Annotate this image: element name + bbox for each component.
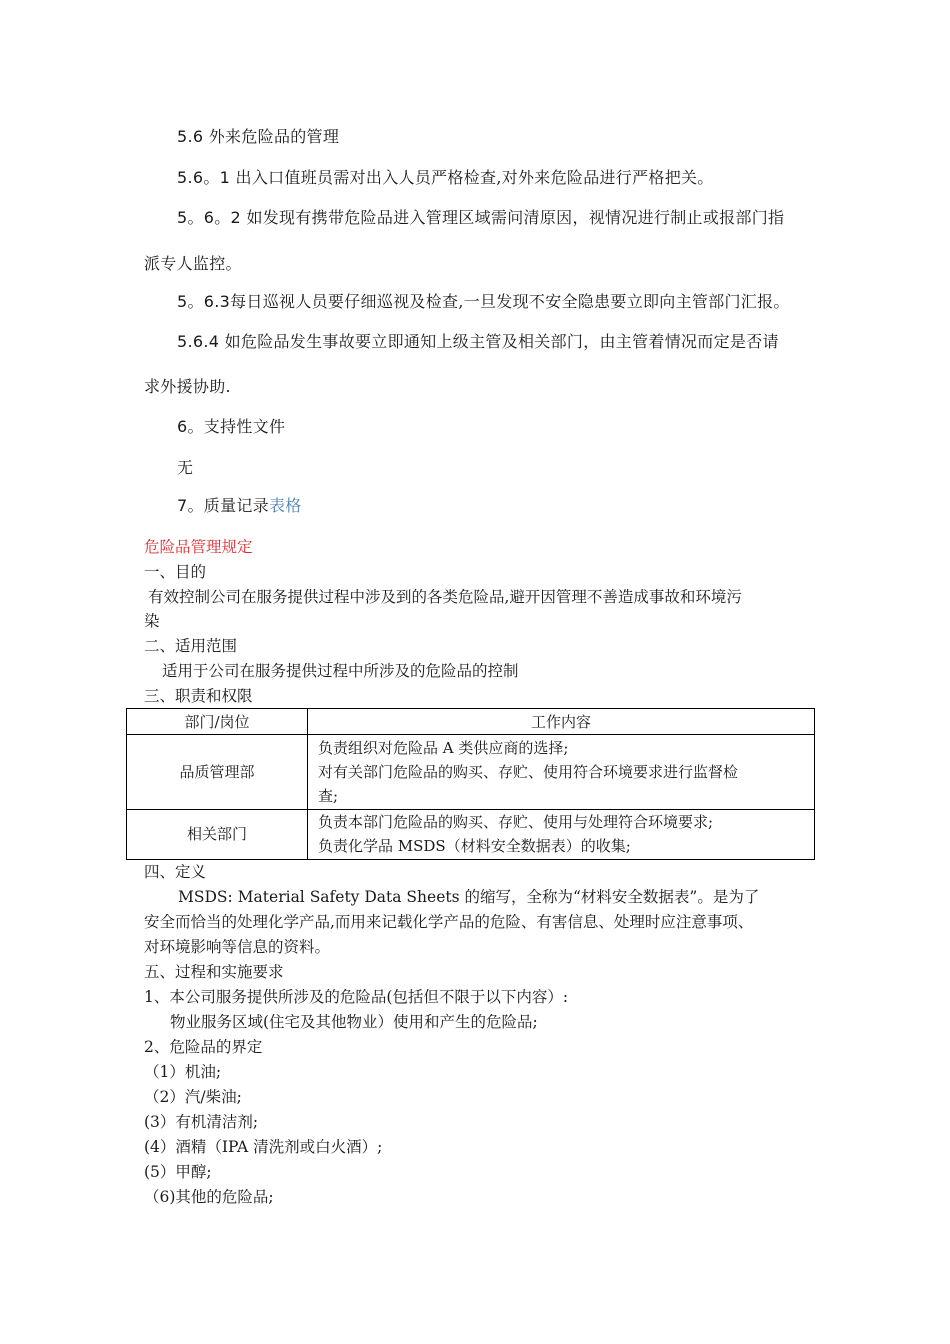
- section-definition: 四、定义: [144, 863, 207, 881]
- purpose-line-2: 染: [144, 612, 160, 630]
- table-row: [127, 809, 815, 859]
- table-header-row: [127, 709, 815, 735]
- none-text: 无: [177, 458, 194, 477]
- section-purpose: 一、目的: [144, 563, 207, 581]
- purpose-line-1: 有效控制公司在服务提供过程中涉及到的各类危险品,避开因管理不善造成事故和环境污: [148, 588, 742, 606]
- process-item-2: 2、危险品的界定: [144, 1038, 263, 1056]
- doc-title: 危险品管理规定: [144, 538, 253, 556]
- heading-7: 7。质量记录表格: [177, 496, 302, 515]
- clause-5-6-4-continued: 求外援协助.: [144, 377, 231, 396]
- header-dept: 部门/岗位: [127, 709, 308, 735]
- scope-text: 适用于公司在服务提供过程中所涉及的危险品的控制: [162, 662, 519, 680]
- definition-line-1: MSDS: Material Safety Data Sheets 的缩写，全称为“材料安全数据表”。是为了: [178, 888, 760, 906]
- dept-quality: 品质管理部: [127, 735, 308, 809]
- list-item: (5）甲醇;: [144, 1163, 212, 1181]
- dept-related: 相关部门: [127, 809, 308, 859]
- clause-5-6-3: 5。6.3每日巡视人员要仔细巡视及检查,一旦发现不安全隐患要立即向主管部门汇报。: [177, 292, 790, 311]
- responsibility-table: [126, 708, 815, 860]
- clause-5-6-4: 5.6.4 如危险品发生事故要立即通知上级主管及相关部门，由主管着情况而定是否请: [177, 332, 779, 351]
- list-item: (4）酒精（IPA 清洗剂或白火酒）;: [144, 1138, 383, 1156]
- clause-5-6-2-continued: 派专人监控。: [144, 254, 242, 273]
- work-related: 负责本部门危险品的购买、存贮、使用与处理符合环境要求; 负责化学品 MSDS（材料安全数据表）的收集;: [308, 809, 815, 859]
- heading-6: 6。支持性文件: [177, 417, 286, 436]
- header-work: 工作内容: [308, 709, 815, 735]
- process-item-1: 1、本公司服务提供所涉及的危险品(包括但不限于以下内容）:: [144, 988, 569, 1006]
- list-item: （6)其他的危险品;: [144, 1188, 274, 1206]
- list-item: (3）有机清洁剂;: [144, 1113, 259, 1131]
- section-process: 五、过程和实施要求: [144, 963, 284, 981]
- clause-5-6-1: 5.6。1 出入口值班员需对出入人员严格检查,对外来危险品进行严格把关。: [177, 168, 714, 187]
- process-item-1-detail: 物业服务区域(住宅及其他物业）使用和产生的危险品;: [170, 1013, 538, 1031]
- definition-line-2: 安全而恰当的处理化学产品,而用来记载化学产品的危险、有害信息、处理时应注意事项、: [144, 913, 754, 931]
- clause-5-6-2: 5。6。2 如发现有携带危险品进入管理区域需问清原因，视情况进行制止或报部门指: [177, 208, 785, 227]
- list-item: （2）汽/柴油;: [144, 1088, 242, 1106]
- section-responsibility: 三、职责和权限: [144, 687, 253, 705]
- definition-line-3: 对环境影响等信息的资料。: [144, 938, 331, 956]
- list-item: （1）机油;: [144, 1063, 222, 1081]
- heading-5-6: 5.6 外来危险品的管理: [177, 127, 340, 146]
- table-link[interactable]: 表格: [269, 496, 302, 515]
- table-row: [127, 735, 815, 809]
- section-scope: 二、适用范围: [144, 637, 238, 655]
- work-quality: 负责组织对危险品 A 类供应商的选择; 对有关部门危险品的购买、存贮、使用符合环境要求进行监督检 查;: [308, 735, 815, 809]
